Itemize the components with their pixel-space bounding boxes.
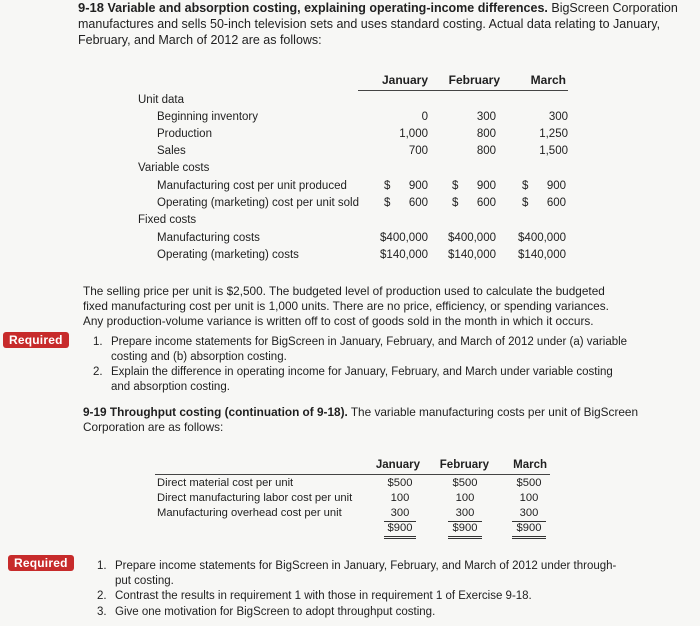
row-label-production: Production xyxy=(157,128,212,140)
col-header-february: February xyxy=(448,73,500,87)
exercise-number: 9-18 xyxy=(78,0,105,15)
exercise-number: 9-19 xyxy=(83,405,107,419)
table-row: Direct material cost per unit xyxy=(157,477,294,489)
selling-price-paragraph: The selling price per unit is $2,500. The budgeted level of production used to calculate the budgeted fixed manufacturing cost per unit is 1,000 units. There are no price, efficiency, or spending variances. Any production-volume variance is written off to cost of goods sold in the month in which it occurs. xyxy=(83,284,609,328)
exercise-title: Variable and absorption costing, explaining operating-income differences. xyxy=(107,1,548,15)
row-label-sales: Sales xyxy=(157,145,186,157)
total-march: $900 xyxy=(512,521,546,539)
row-label-op-cost-per-unit: Operating (marketing) cost per unit sold xyxy=(157,197,359,209)
row-label-mfg-fixed: Manufacturing costs xyxy=(157,232,260,244)
required-badge: Required xyxy=(3,332,69,348)
required-badge: Required xyxy=(8,555,74,571)
header-rule xyxy=(155,474,550,475)
header-rule xyxy=(358,90,568,91)
requirements-9-19 xyxy=(97,559,622,620)
col-header-march: March xyxy=(530,73,566,87)
total-january: $900 xyxy=(384,521,416,539)
list-item: 1. Prepare income statements for BigScreen in January, February, and March of 2012 under through-put costing. xyxy=(97,560,617,587)
total-february: $900 xyxy=(448,521,482,539)
row-label-mfg-cost-per-unit: Manufacturing cost per unit produced xyxy=(157,180,347,192)
section-unit-data: Unit data xyxy=(138,94,185,106)
row-label-op-fixed: Operating (marketing) costs xyxy=(157,249,299,261)
row-label-beginning-inventory: Beginning inventory xyxy=(157,111,259,123)
col-header-february: February xyxy=(439,459,489,471)
exercise-title: Throughput costing (continuation of 9-18). xyxy=(109,405,348,419)
col-header-march: March xyxy=(513,459,547,471)
list-item: 1. Prepare income statements for BigScreen in January, February, and March of 2012 under (a) variable costing and (b) absorption costing. xyxy=(93,336,628,363)
table-row: Direct manufacturing labor cost per unit xyxy=(157,492,353,504)
col-header-january: January xyxy=(375,459,420,471)
list-item: 2. Explain the difference in operating income for January, February, and March under variable costing and absorption costing. xyxy=(93,366,613,393)
list-item: 3. Give one motivation for BigScreen to adopt throughput costing. xyxy=(97,605,436,618)
list-item: 2. Contrast the results in requirement 1 with those in requirement 1 of Exercise 9-18. xyxy=(97,590,532,602)
table-row: Manufacturing overhead cost per unit xyxy=(157,507,342,519)
section-fixed-costs: Fixed costs xyxy=(138,214,197,226)
requirements-9-18 xyxy=(93,335,633,395)
exercise-9-18-intro: 9-18 Variable and absorption costing, explaining operating-income differences. BigScreen Corporation manufactures and sells 50-inch television sets and uses standard costing. Actual data relating to January, February, and March of 2012 are as follows: xyxy=(78,0,678,47)
section-variable-costs: Variable costs xyxy=(138,162,210,174)
exercise-9-19-intro: 9-19 Throughput costing (continuation of 9-18). The variable manufacturing costs per unit of BigScreen Corporation are as follows: xyxy=(83,405,639,434)
col-header-january: January xyxy=(381,73,428,87)
